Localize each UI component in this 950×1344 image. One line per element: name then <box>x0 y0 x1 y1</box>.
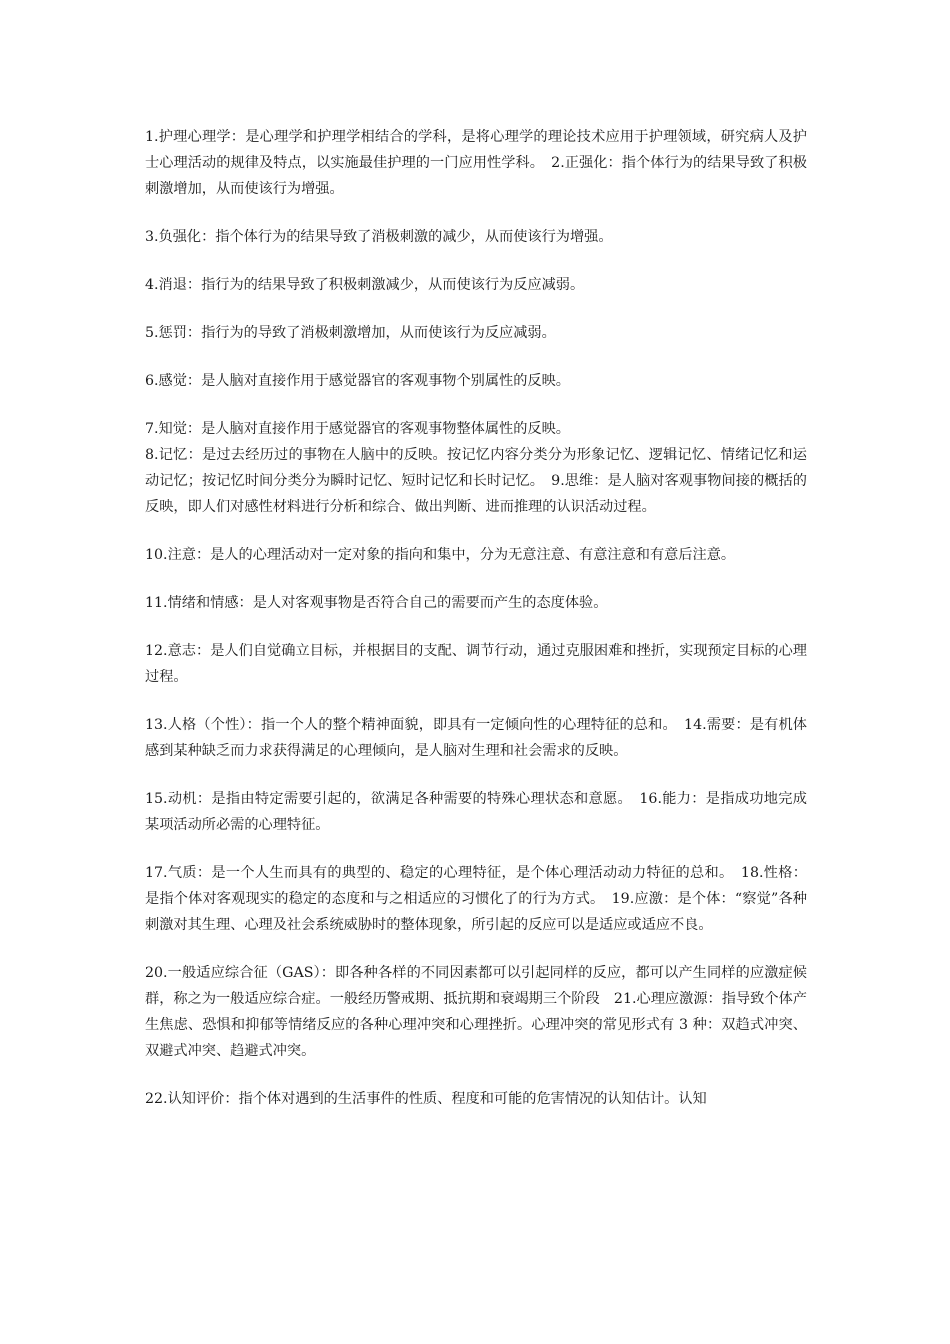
paragraph-definition-15-16: 15.动机：是指由特定需要引起的，欲满足各种需要的特殊心理状态和意愿。 16.能力：是指成功地完成某项活动所必需的心理特征。 <box>145 791 807 833</box>
paragraph-definition-11: 11.情绪和情感：是人对客观事物是否符合自己的需要而产生的态度体验。 <box>145 595 608 611</box>
paragraph-definition-7: 7.知觉：是人脑对直接作用于感觉器官的客观事物整体属性的反映。 <box>145 421 570 437</box>
paragraph-definition-22: 22.认知评价：指个体对遇到的生活事件的性质、程度和可能的危害情况的认知估计。认知 <box>145 1091 707 1107</box>
paragraph-definition-17-19: 17.气质：是一个人生而具有的典型的、稳定的心理特征，是个体心理活动动力特征的总和。 18.性格：是指个体对客观现实的稳定的态度和与之相适应的习惯化了的行为方式。 19.应激：是个体：“察觉”各种刺激对其生理、心理及社会系统威胁时的整体现象，所引起的反应可以是适应或适应不良。 <box>145 865 807 933</box>
paragraph-definition-8-9: 8.记忆：是过去经历过的事物在人脑中的反映。按记忆内容分类分为形象记忆、逻辑记忆、情绪记忆和运动记忆；按记忆时间分类分为瞬时记忆、短时记忆和长时记忆。 9.思维：是人脑对客观事物间接的概括的反映，即人们对感性材料进行分析和综合、做出判断、进而推理的认识活动过程。 <box>145 447 807 515</box>
paragraph-definition-5: 5.惩罚：指行为的导致了消极刺激增加，从而使该行为反应减弱。 <box>145 325 556 341</box>
document-page <box>145 124 807 1134</box>
paragraph-definition-6: 6.感觉：是人脑对直接作用于感觉器官的客观事物个别属性的反映。 <box>145 373 570 389</box>
paragraph-definition-10: 10.注意：是人的心理活动对一定对象的指向和集中，分为无意注意、有意注意和有意后注意。 <box>145 547 736 563</box>
paragraph-definition-1-2: 1.护理心理学：是心理学和护理学相结合的学科，是将心理学的理论技术应用于护理领域，研究病人及护士心理活动的规律及特点，以实施最佳护理的一门应用性学科。 2.正强化：指个体行为的结果导致了积极刺激增加，从而使该行为增强。 <box>145 129 807 197</box>
paragraph-definition-12: 12.意志：是人们自觉确立目标，并根据目的支配、调节行动，通过克服困难和挫折，实现预定目标的心理过程。 <box>145 643 807 685</box>
paragraph-definition-3: 3.负强化：指个体行为的结果导致了消极刺激的减少，从而使该行为增强。 <box>145 229 613 245</box>
paragraph-definition-20-21: 20.一般适应综合征（GAS）：即各种各样的不同因素都可以引起同样的反应，都可以产生同样的应激症候群，称之为一般适应综合症。一般经历警戒期、抵抗期和衰竭期三个阶段 21.心理应激源：指导致个体产生焦虑、恐惧和抑郁等情绪反应的各种心理冲突和心理挫折。心理冲突的常见形式有 3 种：双趋式冲突、双避式冲突、趋避式冲突。 <box>145 965 807 1059</box>
paragraph-definition-4: 4.消退：指行为的结果导致了积极刺激减少，从而使该行为反应减弱。 <box>145 277 585 293</box>
paragraph-definition-13-14: 13.人格（个性）：指一个人的整个精神面貌，即具有一定倾向性的心理特征的总和。 14.需要：是有机体感到某种缺乏而力求获得满足的心理倾向，是人脑对生理和社会需求的反映。 <box>145 717 807 759</box>
